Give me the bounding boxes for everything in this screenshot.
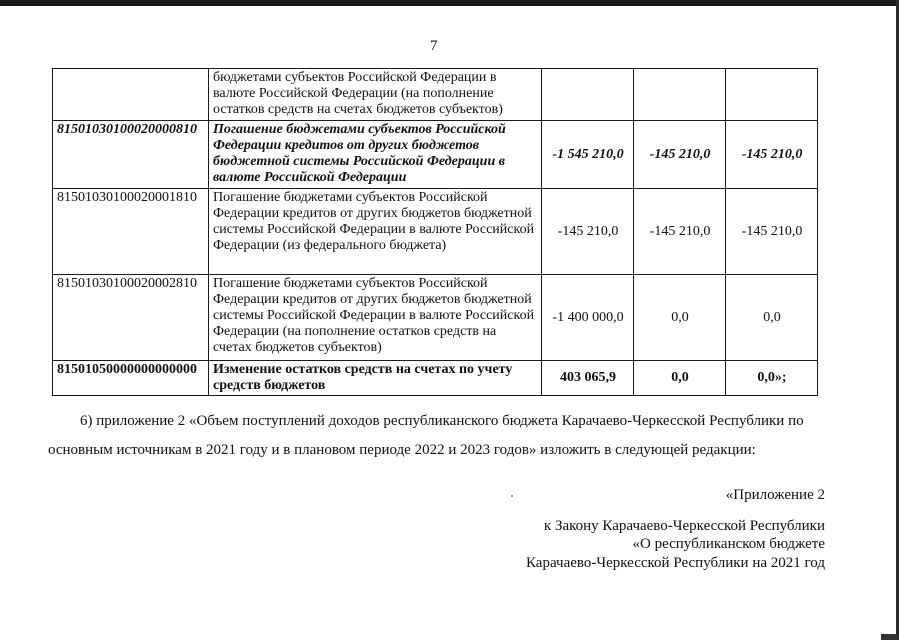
table-row [53,361,818,396]
row-value-2022: 0,0 [634,361,726,396]
table-row [53,121,818,189]
paragraph-line-2: основным источникам в 2021 году и в плановом периоде 2022 и 2023 годов» изложить в следующей редакции: [48,442,756,458]
row-value-2023: -145 210,0 [726,121,818,189]
appendix-line-2: «О республиканском бюджете [632,536,825,552]
row-name: Погашение бюджетами субъектов Российской Федерации кредитов от других бюджетов бюджетной системы Российской Федерации в валюте Российской Федерации (из федерального бюджета) [209,189,542,275]
scan-top-edge [0,0,899,6]
row-name: Погашение бюджетами субъектов Российской Федерации кредитов от других бюджетов бюджетной системы Российской Федерации в валюте Российской Федерации (на пополнение остатков средств на счетах бюджетов субъектов) [209,275,542,361]
row-value-2021: -1 545 210,0 [542,121,634,189]
scan-corner-mark [881,634,899,640]
row-value-2021 [542,69,634,121]
scan-speck [511,495,513,497]
row-value-2023 [726,69,818,121]
appendix-line-3: Карачаево-Черкесской Республики на 2021 год [526,555,825,571]
row-value-2022 [634,69,726,121]
appendix-title: «Приложение 2 [725,487,825,503]
row-value-2022: -145 210,0 [634,189,726,275]
row-value-2021: 403 065,9 [542,361,634,396]
appendix-line-1: к Закону Карачаево-Черкесской Республики [543,518,825,534]
row-value-2021: -145 210,0 [542,189,634,275]
row-value-2022: -145 210,0 [634,121,726,189]
row-code: 81501050000000000000 [53,361,209,396]
budget-sources-table [52,68,818,396]
row-value-2023: -145 210,0 [726,189,818,275]
row-code: 81501030100020001810 [53,189,209,275]
row-name: Погашение бюджетами субъектов Российской Федерации кредитов от других бюджетов бюджетной системы Российской Федерации в валюте Российской Федерации [209,121,542,189]
row-code [53,69,209,121]
row-code: 81501030100020000810 [53,121,209,189]
page-number: 7 [430,38,438,54]
row-value-2023: 0,0 [726,275,818,361]
row-name: Изменение остатков средств на счетах по учету средств бюджетов [209,361,542,396]
row-name: бюджетами субъектов Российской Федерации в валюте Российской Федерации (на пополнение остатков средств на счетах бюджетов субъектов) [209,69,542,121]
row-value-2022: 0,0 [634,275,726,361]
row-value-2023: 0,0»; [726,361,818,396]
table-row [53,189,818,275]
paragraph-line-1: 6) приложение 2 «Объем поступлений доходов республиканского бюджета Карачаево-Черкесской Республики по [80,413,804,429]
table-row [53,69,818,121]
row-value-2021: -1 400 000,0 [542,275,634,361]
table-row [53,275,818,361]
row-code: 81501030100020002810 [53,275,209,361]
